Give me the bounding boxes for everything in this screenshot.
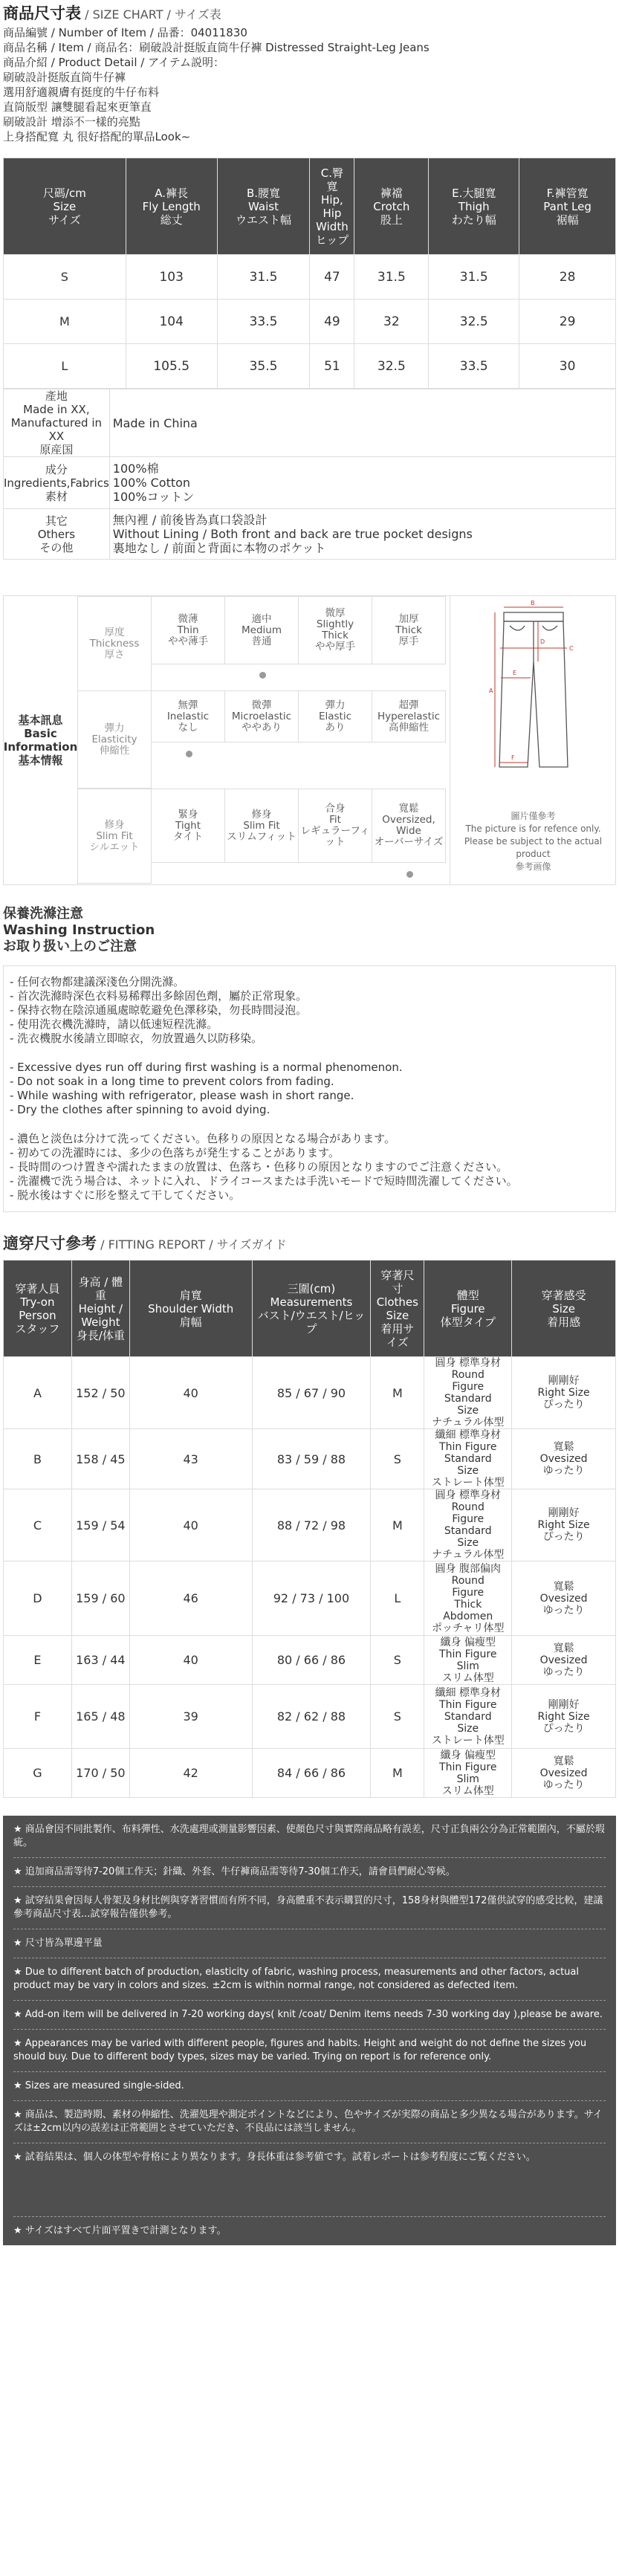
- measurements-cell: 80 / 66 / 86: [252, 1636, 371, 1685]
- thickness-label: 厚度 Thickness 厚さ: [77, 596, 152, 691]
- fit-row: [78, 789, 450, 864]
- fit-indicator-row: [78, 864, 450, 884]
- height-weight-cell: 158 / 45: [71, 1429, 129, 1489]
- clothes-size-cell: S: [371, 1636, 424, 1685]
- pant-leg-header: F.褲管寬 Pant Leg 裾幅: [519, 158, 616, 255]
- figure-caption: 圖片僅參考 The picture is for refence only. Please be subject to the actual product 參考画像: [464, 811, 603, 872]
- clothes-size-cell: S: [371, 1685, 424, 1749]
- thickness-row: [78, 597, 450, 665]
- table-cell: 29: [519, 300, 616, 344]
- fitting-row: [4, 1429, 616, 1489]
- svg-text:F: F: [511, 754, 515, 761]
- pants-diagram: [450, 596, 615, 884]
- clothes-size-cell: M: [371, 1489, 424, 1562]
- fitting-row: [4, 1562, 616, 1636]
- table-cell: 32.5: [354, 344, 429, 389]
- person-cell: E: [4, 1636, 72, 1685]
- fitting-row: [4, 1489, 616, 1562]
- fit-option: 寬鬆 Oversized, Wide オーバーサイズ: [372, 789, 446, 863]
- washing-section: [3, 906, 616, 1212]
- person-cell: B: [4, 1429, 72, 1489]
- fit-label: 修身 Slim Fit シルエット: [77, 789, 152, 884]
- fitting-title: 適穿尺寸參考 / FITTING REPORT / サイズガイド: [3, 1234, 287, 1252]
- table-cell: 103: [126, 255, 217, 300]
- person-cell: D: [4, 1562, 72, 1636]
- thickness-option: 微厚 Slightly Thick やや厚手: [298, 596, 372, 664]
- feel-cell: 寬鬆 Ovesized ゆったり: [512, 1429, 616, 1489]
- thickness-option: 適中 Medium 普通: [224, 596, 299, 664]
- table-row: [4, 344, 616, 389]
- length-header: A.褲長 Fly Length 総丈: [126, 158, 217, 255]
- feel-cell: 剛剛好 Right Size ぴったり: [512, 1357, 616, 1429]
- fitting-row: [4, 1636, 616, 1685]
- product-detail-label: 商品介紹 / Product Detail / アイテム説明：: [3, 56, 224, 69]
- svg-text:D: D: [540, 638, 545, 645]
- size-chart-title: 商品尺寸表 / SIZE CHART / サイズ表: [3, 4, 221, 22]
- table-cell: 32.5: [429, 300, 519, 344]
- figure-cell: 纖身 偏瘦型 Thin Figure Slim スリム体型: [424, 1636, 512, 1685]
- person-cell: F: [4, 1685, 72, 1749]
- figure-cell: 圓身 腹部偏肉 Round Figure Thick Abdomen ポッチャリ体型: [424, 1562, 512, 1636]
- clothes-size-cell: L: [371, 1562, 424, 1636]
- fit-option: 緊身 Tight タイト: [151, 789, 225, 863]
- table-cell: 33.5: [429, 344, 519, 389]
- fit-option: 修身 Slim Fit スリムフィット: [224, 789, 299, 863]
- table-cell: 30: [519, 344, 616, 389]
- person-cell: G: [4, 1749, 72, 1798]
- measurements-cell: 84 / 66 / 86: [252, 1749, 371, 1798]
- figure-cell: 纖細 標準身材 Thin Figure Standard Size ストレート体型: [424, 1685, 512, 1749]
- svg-text:C: C: [569, 645, 574, 652]
- person-cell: A: [4, 1357, 72, 1429]
- table-cell: 35.5: [217, 344, 310, 389]
- height-header: 身高 / 體 重 Height / Weight 身長/体重: [71, 1261, 129, 1357]
- person-header: 穿著人員 Try-on Person スタッフ: [4, 1261, 72, 1357]
- size-header: 尺碼/cm Size サイズ: [4, 158, 126, 255]
- basic-info-label: 基本訊息 Basic Information 基本情報: [4, 596, 78, 884]
- fabric-value: 100%棉 100% Cotton 100%コットン: [109, 457, 615, 509]
- selected-dot: [406, 871, 413, 878]
- fitting-table: [3, 1260, 616, 1798]
- figure-cell: 纖身 偏瘦型 Thin Figure Slim スリム体型: [424, 1749, 512, 1798]
- other-label: 其它 Others その他: [4, 509, 110, 560]
- person-cell: C: [4, 1489, 72, 1562]
- washing-title: 保養洗滌注意 Washing Instruction お取り扱い上のご注意: [3, 906, 155, 954]
- shoulder-cell: 46: [129, 1562, 252, 1636]
- basic-info: [3, 595, 616, 885]
- measurements-cell: 83 / 59 / 88: [252, 1429, 371, 1489]
- product-detail-line: 直筒版型 讓雙腿看起來更筆直: [3, 100, 152, 114]
- selected-dot: [259, 672, 266, 679]
- table-cell: 51: [310, 344, 354, 389]
- product-info: [3, 22, 616, 158]
- clothes-size-cell: M: [371, 1357, 424, 1429]
- size-cell: S: [4, 255, 126, 300]
- size-cell: L: [4, 344, 126, 389]
- other-value: 無內裡 / 前後皆為真口袋設計 Without Lining / Both front and back are true pocket designs 裏地なし / 前面と背面に本物のポケット: [109, 509, 615, 560]
- fitting-row: [4, 1357, 616, 1429]
- elasticity-row: [78, 691, 450, 757]
- shoulder-cell: 43: [129, 1429, 252, 1489]
- selected-dot: [186, 751, 192, 757]
- clothes-size-cell: S: [371, 1429, 424, 1489]
- size-table: [3, 158, 616, 389]
- table-cell: 49: [310, 300, 354, 344]
- washing-instructions: - 任何衣物都建議深淺色分開洗滌。 - 首次洗滌時深色衣料易稀釋出多餘固色劑，屬於正常現象。 - 保持衣物在陰涼通風處晾乾避免色澤移染，勿長時間浸泡。 - 使用洗衣機洗滌時，請以低速短程洗滌。 - 洗衣機脫水後請立即晾衣，勿放置過久以防移染。 - Excessive dyes run off during first washing is a normal phenomenon. - Do not soak in a long time to prevent colors from fading. - While washing with refrigerator, please wash in short range. - Dry the clothes after spinning to avoid dying. - 濃色と淡色は分けて洗ってください。色移りの原因となる場合があります。 - 初めての洗濯時には、多少の色落ちが発生することがあります。 - 長時間のつけ置きや濡れたままの放置は、色落ち・色移りの原因となりますのでご注意ください。 - 洗濯機で洗う場合は、ネットに入れ、ドライコースまたは手洗いモードで短時間洗濯してください。 - 脱水後はすぐに形を整えて干してください。: [3, 965, 616, 1212]
- height-weight-cell: 159 / 54: [71, 1489, 129, 1562]
- shoulder-cell: 40: [129, 1489, 252, 1562]
- product-number: 商品編號 / Number of Item / 品番：04011830: [3, 26, 247, 39]
- figure-header: 體型 Figure 体型タイプ: [424, 1261, 512, 1357]
- measurements-cell: 82 / 62 / 88: [252, 1685, 371, 1749]
- shoulder-cell: 42: [129, 1749, 252, 1798]
- svg-text:B: B: [531, 600, 535, 606]
- feel-cell: 寬鬆 Ovesized ゆったり: [512, 1636, 616, 1685]
- table-cell: 31.5: [217, 255, 310, 300]
- height-weight-cell: 152 / 50: [71, 1357, 129, 1429]
- table-cell: 105.5: [126, 344, 217, 389]
- table-cell: 31.5: [429, 255, 519, 300]
- shoulder-cell: 40: [129, 1636, 252, 1685]
- height-weight-cell: 170 / 50: [71, 1749, 129, 1798]
- origin-label: 產地 Made in XX, Manufactured in XX 原産国: [4, 389, 110, 457]
- thickness-indicator-row: [78, 664, 450, 691]
- feel-header: 穿著感受 Size 着用感: [512, 1261, 616, 1357]
- thigh-header: E.大腿寬 Thigh わたり幅: [429, 158, 519, 255]
- elasticity-option: 彈力 Elastic あり: [298, 690, 372, 742]
- size-cell: M: [4, 300, 126, 344]
- product-detail-line: 選用舒適親膚有挺度的牛仔布料: [3, 85, 160, 99]
- feel-cell: 剛剛好 Right Size ぴったり: [512, 1489, 616, 1562]
- elasticity-option: 微彈 Microelastic ややあり: [224, 690, 299, 742]
- table-cell: 47: [310, 255, 354, 300]
- clothes-size-cell: M: [371, 1749, 424, 1798]
- figure-cell: 圓身 標準身材 Round Figure Standard Size ナチュラル体型: [424, 1357, 512, 1429]
- figure-cell: 圓身 標準身材 Round Figure Standard Size ナチュラル体型: [424, 1489, 512, 1562]
- clothes-size-header: 穿著尺 寸 Clothes Size 着用サ イズ: [371, 1261, 424, 1357]
- measurements-cell: 92 / 73 / 100: [252, 1562, 371, 1636]
- hip-header: C.臀 寬 Hip, Hip Width ヒップ: [310, 158, 354, 255]
- height-weight-cell: 165 / 48: [71, 1685, 129, 1749]
- shoulder-cell: 39: [129, 1685, 252, 1749]
- feel-cell: 寬鬆 Ovesized ゆったり: [512, 1562, 616, 1636]
- measurements-cell: 85 / 67 / 90: [252, 1357, 371, 1429]
- feel-cell: 寬鬆 Ovesized ゆったり: [512, 1749, 616, 1798]
- figure-cell: 纖細 標準身材 Thin Figure Standard Size ストレート体型: [424, 1429, 512, 1489]
- notes-panel: ★ 商品會因不同批製作、布料彈性、水洗處理或測量影響因素、使顏色尺寸與實際商品略有誤差，尺寸正負兩公分為正常範圍內，不屬於瑕疵。 ★ 追加商品需等待7-20個工作天；針織、外套、牛仔褲商品需等待7-30個工作天，請會員們耐心等候。 ★ 試穿結果會因每人骨架及身材比例與穿著習慣而有所不同，身高體重不表示購買的尺寸，158身材與體型172僅供試穿的感受比較，建議參考商品尺寸表...試穿報告僅供參考。 ★ 尺寸皆為單邊平量 ★ Due to different batch of production, elasticity of fabric, washing process, measurements and other factors, actual product may be vary in colors and sizes. ±2cm is within normal range, not considered as defected item. ★ Add-on item will be delivered in 7-20 working days( knit /coat/ Denim items needs 7-30 working day ),please be aware. ★ Appearances may be varied with different people, figures and habits. Height and weight do not define the sizes you should buy. Due to different body types, sizes may be varied. Trying on report is for reference only. ★ Sizes are measured single-sided. ★ 商品は、製造時期、素材の伸縮性、洗濯処理や測定ポイントなどにより、色やサイズが実際の商品と多少異なる場合があります。サイズは±2cm以内の誤差は正常範囲とさせていただき、不良品には該当しません。 ★ 試着結果は、個人の体型や骨格により異なります。身長体重は参考値です。試着レポートは参考程度にご覧ください。 ★ サイズはすべて片面平置きで計測となります。: [3, 1816, 616, 2245]
- elasticity-option: 超彈 Hyperelastic 高伸縮性: [372, 690, 446, 742]
- origin-value: Made in China: [109, 389, 615, 457]
- table-cell: 33.5: [217, 300, 310, 344]
- table-cell: 31.5: [354, 255, 429, 300]
- product-detail-line: 上身搭配寬 丸 很好搭配的單品Look~: [3, 130, 191, 143]
- pants-illustration-icon: [450, 596, 616, 804]
- height-weight-cell: 159 / 60: [71, 1562, 129, 1636]
- elasticity-option: 無彈 Inelastic なし: [151, 690, 225, 742]
- height-weight-cell: 163 / 44: [71, 1636, 129, 1685]
- fitting-row: [4, 1685, 616, 1749]
- table-cell: 32: [354, 300, 429, 344]
- elasticity-indicator-row: [78, 743, 450, 766]
- table-cell: 104: [126, 300, 217, 344]
- product-detail-line: 刷破設計挺版直筒牛仔褲: [3, 71, 126, 84]
- svg-text:A: A: [489, 687, 493, 694]
- feel-cell: 剛剛好 Right Size ぴったり: [512, 1685, 616, 1749]
- table-row: [4, 255, 616, 300]
- product-name: 商品名稱 / Item / 商品名：刷破設計挺版直筒牛仔褲 Distressed Straight-Leg Jeans: [3, 41, 430, 54]
- crotch-header: 褲襠 Crotch 股上: [354, 158, 429, 255]
- product-detail-line: 刷破設計 增添不一樣的亮點: [3, 115, 140, 129]
- measurements-header: 三圍(cm) Measurements バスト/ウエスト/ヒップ: [252, 1261, 371, 1357]
- detail-table: [3, 389, 616, 560]
- measurements-cell: 88 / 72 / 98: [252, 1489, 371, 1562]
- thickness-option: 加厚 Thick 厚手: [372, 596, 446, 664]
- shoulder-cell: 40: [129, 1357, 252, 1429]
- elasticity-label: 彈力 Elasticity 伸縮性: [77, 690, 152, 789]
- shoulder-header: 肩寬 Shoulder Width 肩幅: [129, 1261, 252, 1357]
- thickness-option: 微薄 Thin やや薄手: [151, 596, 225, 664]
- waist-header: B.腰寬 Waist ウエスト幅: [217, 158, 310, 255]
- fitting-row: [4, 1749, 616, 1798]
- svg-text:E: E: [513, 670, 517, 676]
- fabric-label: 成分 Ingredients,Fabrics 素材: [4, 457, 110, 509]
- table-cell: 28: [519, 255, 616, 300]
- table-row: [4, 300, 616, 344]
- fit-option: 合身 Fit レギュラーフィット: [298, 789, 372, 863]
